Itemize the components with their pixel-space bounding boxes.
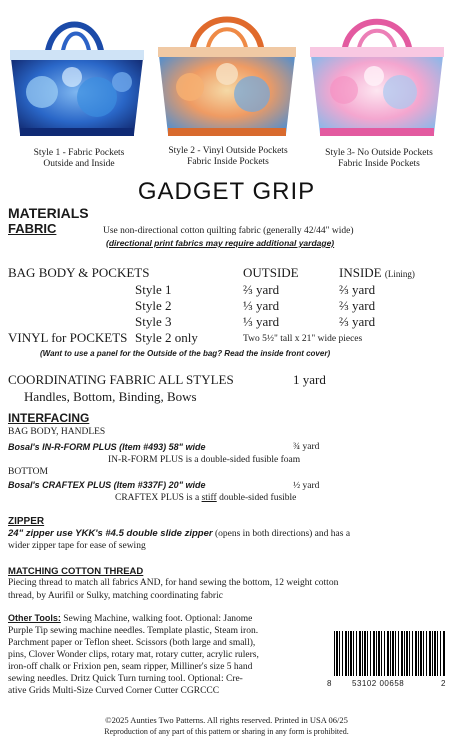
tools-line1: Other Tools: Sewing Machine, walking foot. Optional: Janome: [8, 613, 253, 624]
style-row-2-outside: ⅓ yard: [243, 298, 280, 313]
fabric-note: Use non-directional cotton quilting fabric (generally 42/44" wide): [103, 226, 354, 236]
vinyl-size: Two 5½" tall x 21" wide pieces: [243, 334, 363, 344]
bag-body-label: BAG BODY & POCKETS: [8, 265, 150, 280]
barcode: [334, 631, 446, 676]
tools-line6: sewing needles. Dritz Quick Turn turning tool. Optional: Cre-: [8, 674, 243, 684]
coordinating-label: COORDINATING FABRIC ALL STYLES: [8, 372, 234, 387]
interfacing-bottom-product: Bosal's CRAFTEX PLUS (Item #337F) 20" wide: [8, 480, 206, 490]
style3-bag-image: [302, 2, 452, 142]
style3-caption: Style 3- No Outside Pockets Fabric Inside Pockets: [325, 148, 433, 169]
panel-note: (Want to use a panel for the Outside of the bag? Read the inside front cover): [40, 349, 331, 358]
style-row-3-label: Style 3: [135, 314, 172, 329]
interfacing-bottom-amount: ½ yard: [293, 481, 320, 491]
barcode-right-digit: 2: [441, 679, 446, 688]
fabric-note-directional: (directional print fabrics may require additional yardage): [106, 238, 335, 248]
tools-line7: ative Grids Multi-Size Curved Corner Cutter CGRCCC: [8, 686, 220, 696]
thread-line1: Piecing thread to match all fabrics AND, for hand sewing the bottom, 12 weight cotton: [8, 578, 339, 588]
thread-line2: thread, by Aurifil or Sulky, matching coordinating fabric: [8, 591, 223, 601]
tools-line5: iron-off chalk or Frixion pen, seam ripper, Milliner's size 5 hand: [8, 662, 253, 672]
interfacing-body-label: BAG BODY, HANDLES: [8, 427, 106, 437]
materials-heading: MATERIALS: [8, 205, 89, 221]
style-row-1-label: Style 1: [135, 282, 172, 297]
interfacing-heading: INTERFACING: [8, 411, 90, 425]
page-title: GADGET GRIP: [137, 178, 316, 205]
barcode-number: 53102 00658: [352, 679, 405, 688]
thread-heading: MATCHING COTTON THREAD: [8, 566, 144, 577]
vinyl-label: VINYL for POCKETS: [8, 330, 128, 345]
style-row-1-inside: ⅔ yard: [339, 282, 376, 297]
tools-line3: Parchment paper or Teflon sheet. Scissors (both large and small),: [8, 638, 256, 648]
reproduction-notice: Reproduction of any part of this pattern or sharing in any form is prohibited.: [104, 727, 349, 736]
zipper-line1: 24" zipper use YKK's #4.5 double slide zipper (opens in both directions) and has a: [8, 528, 351, 539]
interfacing-body-amount: ¾ yard: [293, 442, 320, 452]
zipper-heading: ZIPPER: [8, 516, 45, 527]
style-row-2-inside: ⅔ yard: [339, 298, 376, 313]
coordinating-amount: 1 yard: [293, 372, 326, 387]
style-row-1-outside: ⅔ yard: [243, 282, 280, 297]
vinyl-style: Style 2 only: [135, 330, 198, 345]
style-row-2-label: Style 2: [135, 298, 172, 313]
interfacing-body-note: IN-R-FORM PLUS is a double-sided fusible foam: [108, 455, 301, 465]
interfacing-body-product: Bosal's IN-R-FORM PLUS (Item #493) 58" wide: [8, 442, 206, 452]
coordinating-items: Handles, Bottom, Binding, Bows: [24, 389, 197, 404]
style2-caption: Style 2 - Vinyl Outside Pockets Fabric Inside Pockets: [168, 146, 288, 167]
fabric-heading: FABRIC: [8, 221, 57, 236]
copyright-line: ©2025 Aunties Two Patterns. All rights reserved. Printed in USA 06/25: [105, 715, 348, 725]
style-row-3-inside: ⅔ yard: [339, 314, 376, 329]
inside-header: INSIDE (Lining): [339, 265, 415, 280]
outside-header: OUTSIDE: [243, 265, 299, 280]
tools-line4: pins, Clover Wonder clips, rotary mat, rotary cutter, acrylic rulers,: [8, 650, 259, 660]
barcode-left-digit: 8: [327, 679, 332, 688]
interfacing-bottom-note: CRAFTEX PLUS is a stiff double-sided fusible: [115, 493, 297, 503]
style-row-3-outside: ⅓ yard: [243, 314, 280, 329]
interfacing-bottom-label: BOTTOM: [8, 467, 48, 477]
zipper-line2: wider zipper tape for ease of sewing: [8, 541, 146, 551]
style2-bag-image: [152, 2, 302, 142]
tools-line2: Purple Tip sewing machine needles. Template plastic, Steam iron.: [8, 626, 259, 636]
style1-caption: Style 1 - Fabric Pockets Outside and Inside: [33, 148, 125, 169]
style1-bag-image: [2, 2, 152, 142]
